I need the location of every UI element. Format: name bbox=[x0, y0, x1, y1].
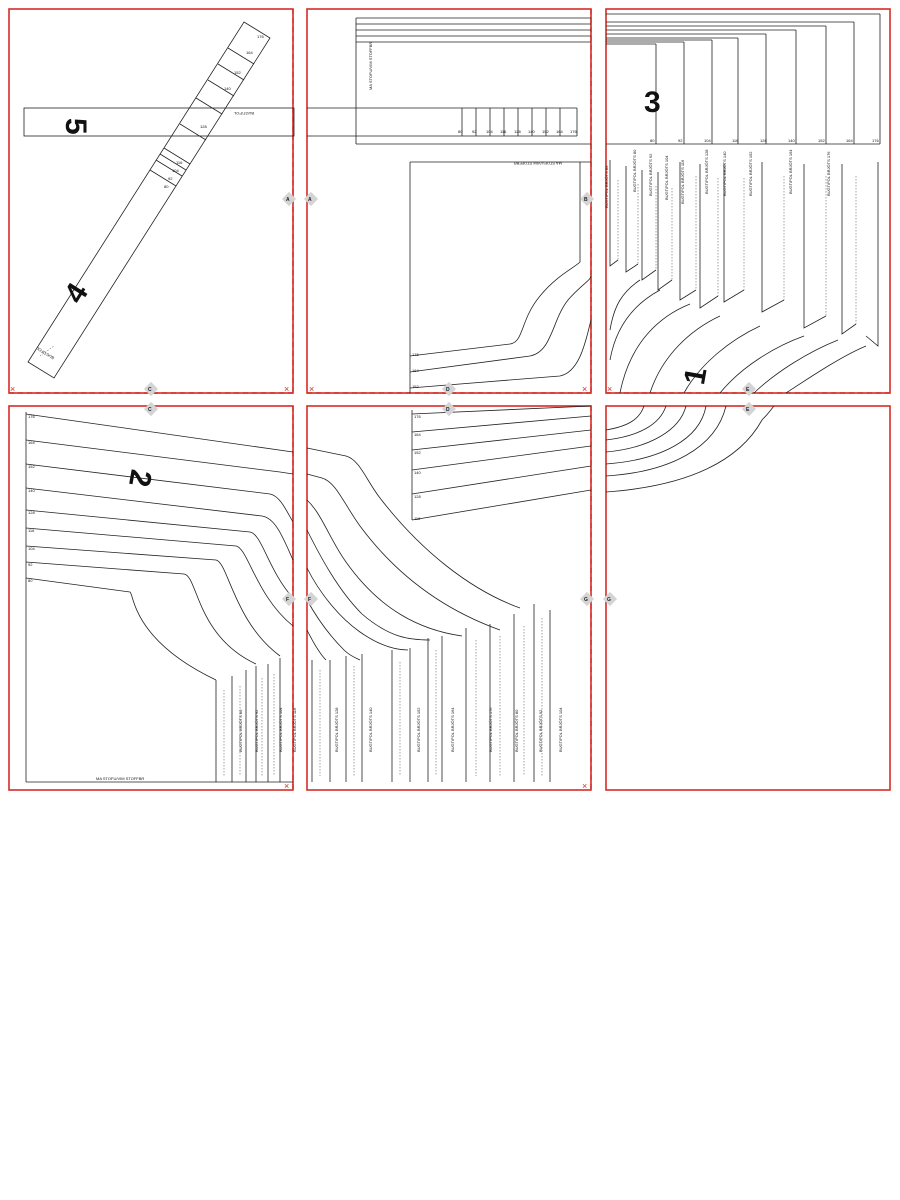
svg-text:BUGT/FOL BRJÓTS 80: BUGT/FOL BRJÓTS 80 bbox=[238, 709, 243, 752]
svg-text:104: 104 bbox=[486, 129, 493, 134]
panel-bottom-middle bbox=[307, 406, 591, 790]
svg-text:176: 176 bbox=[872, 138, 879, 143]
svg-text:152: 152 bbox=[234, 70, 241, 75]
svg-text:164: 164 bbox=[412, 368, 419, 373]
svg-text:BUGT/FOL BRJÓTS 116: BUGT/FOL BRJÓTS 116 bbox=[680, 159, 685, 204]
piece-4-outline bbox=[28, 22, 270, 378]
marker-d-bottom bbox=[442, 402, 456, 416]
svg-text:116: 116 bbox=[500, 129, 507, 134]
svg-text:92: 92 bbox=[472, 129, 477, 134]
piece-number-1: 1 bbox=[678, 364, 714, 388]
marker-f-left bbox=[282, 592, 296, 606]
svg-text:BUGT/FOL BRJÓTS 164: BUGT/FOL BRJÓTS 164 bbox=[450, 707, 455, 752]
svg-text:BUGT/FOL BRJÓTS 128: BUGT/FOL BRJÓTS 128 bbox=[704, 149, 709, 194]
panel-top-left bbox=[9, 9, 293, 393]
svg-text:140: 140 bbox=[224, 86, 231, 91]
marker-e-bottom bbox=[742, 402, 756, 416]
svg-text:G: G bbox=[607, 597, 611, 603]
svg-text:B: B bbox=[584, 197, 588, 203]
svg-text:BUGT/FOL BRJÓTS 104: BUGT/FOL BRJÓTS 104 bbox=[558, 707, 563, 752]
fold-label: BUGT/FOL bbox=[233, 111, 254, 116]
panel-bottom-right bbox=[606, 406, 890, 790]
svg-text:176: 176 bbox=[28, 414, 35, 419]
svg-text:BUGT/FOL BRJÓTS 140: BUGT/FOL BRJÓTS 140 bbox=[368, 707, 373, 752]
svg-text:BUGT/FOL BRJÓTS 140: BUGT/FOL BRJÓTS 140 bbox=[722, 151, 727, 196]
svg-text:176: 176 bbox=[414, 414, 421, 419]
svg-text:116: 116 bbox=[28, 528, 35, 533]
svg-text:128: 128 bbox=[760, 138, 767, 143]
svg-text:140: 140 bbox=[414, 470, 421, 475]
svg-text:104: 104 bbox=[704, 138, 711, 143]
marker-e-top bbox=[742, 382, 756, 396]
svg-text:92: 92 bbox=[168, 176, 173, 181]
svg-text:164: 164 bbox=[846, 138, 853, 143]
svg-text:92: 92 bbox=[678, 138, 683, 143]
svg-text:D: D bbox=[446, 407, 450, 413]
svg-text:A: A bbox=[308, 197, 312, 203]
cross-mark: × bbox=[582, 781, 588, 791]
marker-c-bottom bbox=[144, 402, 158, 416]
svg-text:92: 92 bbox=[28, 562, 33, 567]
panel-top-right bbox=[606, 9, 890, 393]
svg-text:80: 80 bbox=[650, 138, 655, 143]
svg-text:BUGT/FOL BRJÓTS 128: BUGT/FOL BRJÓTS 128 bbox=[334, 707, 339, 752]
svg-text:BUGT/FOL BRJÓTS 80: BUGT/FOL BRJÓTS 80 bbox=[514, 709, 519, 752]
svg-text:152: 152 bbox=[28, 464, 35, 469]
svg-text:128: 128 bbox=[414, 494, 421, 499]
svg-text:80: 80 bbox=[458, 129, 463, 134]
svg-text:BUGT/FOL BRJÓTS 80: BUGT/FOL BRJÓTS 80 bbox=[604, 165, 609, 208]
svg-text:BUGT/FOL BRJÓTS 104: BUGT/FOL BRJÓTS 104 bbox=[664, 155, 669, 200]
svg-text:F: F bbox=[286, 597, 290, 603]
marker-c-top bbox=[144, 382, 158, 396]
svg-text:140: 140 bbox=[28, 488, 35, 493]
svg-text:BUGT/FOL BRJÓTS 164: BUGT/FOL BRJÓTS 164 bbox=[788, 149, 793, 194]
svg-text:176: 176 bbox=[257, 34, 264, 39]
svg-text:176: 176 bbox=[412, 352, 419, 357]
svg-text:BUGT/FOL BRJÓTS 116: BUGT/FOL BRJÓTS 116 bbox=[292, 707, 297, 752]
svg-text:164: 164 bbox=[556, 129, 563, 134]
svg-text:BUGT/FOL BRJÓTS 104: BUGT/FOL BRJÓTS 104 bbox=[278, 707, 283, 752]
svg-text:BUGT/FOL BRJÓTS 152: BUGT/FOL BRJÓTS 152 bbox=[748, 151, 753, 196]
marker-d-top bbox=[442, 382, 456, 396]
marker-a-left bbox=[282, 192, 296, 206]
fabric-label: MA STOFU/VIM STOFFBR bbox=[513, 161, 562, 166]
marker-g-right bbox=[603, 592, 617, 606]
piece-number-4: 4 bbox=[58, 277, 95, 310]
middle-strips bbox=[312, 604, 550, 782]
marker-b bbox=[580, 192, 594, 206]
svg-text:164: 164 bbox=[246, 50, 253, 55]
svg-text:152: 152 bbox=[414, 450, 421, 455]
svg-text:80: 80 bbox=[28, 578, 33, 583]
svg-text:152: 152 bbox=[412, 384, 419, 389]
svg-text:E: E bbox=[746, 407, 750, 413]
svg-text:116: 116 bbox=[732, 138, 739, 143]
piece-number-3: 3 bbox=[644, 86, 661, 119]
svg-text:F: F bbox=[308, 597, 312, 603]
svg-text:BUGT/FOL BRJÓTS 80: BUGT/FOL BRJÓTS 80 bbox=[632, 149, 637, 192]
cross-mark: × bbox=[309, 384, 315, 394]
fabric-label: MA STOFU/VIM STOFFBR bbox=[368, 41, 373, 90]
piece-2-strips bbox=[216, 658, 280, 782]
cross-mark: × bbox=[607, 384, 613, 394]
panel-top-middle bbox=[307, 9, 591, 393]
cross-mark: × bbox=[582, 384, 588, 394]
svg-text:BUGT/FOL BRJÓTS 176: BUGT/FOL BRJÓTS 176 bbox=[488, 707, 493, 752]
cross-mark: × bbox=[10, 384, 16, 394]
svg-text:80: 80 bbox=[164, 184, 169, 189]
svg-text:140: 140 bbox=[528, 129, 535, 134]
svg-text:176: 176 bbox=[570, 129, 577, 134]
svg-text:116: 116 bbox=[414, 516, 421, 521]
svg-text:152: 152 bbox=[818, 138, 825, 143]
svg-text:G: G bbox=[584, 597, 588, 603]
svg-text:BUGT/FOL BRJÓTS 176: BUGT/FOL BRJÓTS 176 bbox=[826, 151, 831, 196]
svg-text:E: E bbox=[746, 387, 750, 393]
piece-number-2: 2 bbox=[122, 467, 158, 490]
svg-text:128: 128 bbox=[28, 510, 35, 515]
svg-text:C: C bbox=[148, 407, 152, 413]
svg-text:128: 128 bbox=[200, 124, 207, 129]
svg-text:104: 104 bbox=[172, 168, 179, 173]
svg-text:BUGT/FOL BRJÓTS 92: BUGT/FOL BRJÓTS 92 bbox=[538, 709, 543, 752]
svg-text:104: 104 bbox=[28, 546, 35, 551]
svg-text:BUGT/FOL BRJÓTS 92: BUGT/FOL BRJÓTS 92 bbox=[254, 709, 259, 752]
svg-text:A: A bbox=[286, 197, 290, 203]
piece-number-5: 5 bbox=[59, 118, 92, 135]
svg-text:C: C bbox=[148, 387, 152, 393]
fold-label: BUGT/FOL bbox=[35, 345, 56, 361]
fabric-label: MA STOFU/VIM STOFFBR bbox=[96, 776, 145, 781]
marker-a-right bbox=[304, 192, 318, 206]
svg-text:D: D bbox=[446, 387, 450, 393]
svg-text:116: 116 bbox=[176, 160, 183, 165]
marker-g-left bbox=[580, 592, 594, 606]
svg-text:128: 128 bbox=[514, 129, 521, 134]
svg-text:152: 152 bbox=[542, 129, 549, 134]
cross-mark: × bbox=[284, 781, 290, 791]
cross-mark: × bbox=[284, 384, 290, 394]
svg-text:140: 140 bbox=[788, 138, 795, 143]
svg-text:BUGT/FOL BRJÓTS 92: BUGT/FOL BRJÓTS 92 bbox=[648, 153, 653, 196]
svg-text:164: 164 bbox=[414, 432, 421, 437]
svg-text:164: 164 bbox=[28, 440, 35, 445]
panel-bottom-left bbox=[9, 406, 293, 790]
svg-text:BUGT/FOL BRJÓTS 152: BUGT/FOL BRJÓTS 152 bbox=[416, 707, 421, 752]
marker-f-right bbox=[304, 592, 318, 606]
